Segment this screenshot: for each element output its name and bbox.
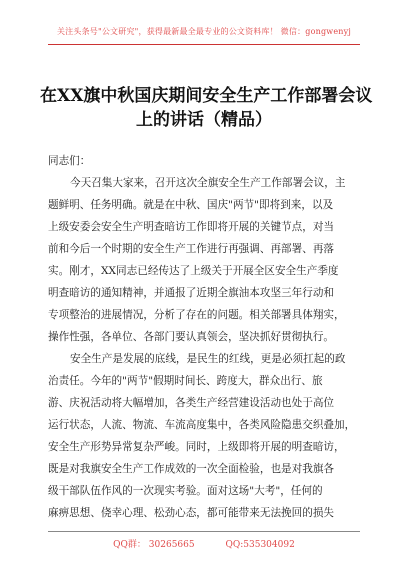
document-body (48, 150, 360, 524)
body-line: 操作性强，各单位、各部门要认真领会，坚决抓好贯彻执行。 (48, 331, 335, 343)
body-line: 专项整治的进展情况，分析了存在的问题。相关部署具体翔实， (48, 309, 345, 321)
body-line: 今天召集大家来，召开这次全旗安全生产工作部署会议，主 (70, 177, 346, 189)
body-line: 安全生产是发展的底线，是民生的红线，更是必须扛起的政 (70, 353, 346, 365)
body-line: 治责任。今年的"两节"假期时间长、跨度大，群众出行、旅 (48, 375, 323, 387)
title-line-2: 上的讲话（精品） (136, 110, 272, 130)
body-line: 安全生产形势异常复杂严峻。同时，上级即将开展的明查暗访， (48, 441, 345, 453)
body-line: 题鲜明、任务明确。就是在中秋、国庆"两节"即将到来，以及 (48, 199, 334, 211)
footer-qq: QQ:535304092 (225, 540, 295, 550)
body-line: 前和今后一个时期的安全生产工作进行再强调、再部署、再落 (48, 243, 335, 255)
body-line: 级干部队伍作风的一次现实考验。面对这场"大考"，任何的 (48, 485, 323, 497)
body-line: 明查暗访的通知精神，并通报了近期全旗油本攻坚三年行动和 (48, 287, 335, 299)
body-line: 既是对我旗安全生产工作成效的一次全面检验，也是对我旗各 (48, 463, 335, 475)
bottom-divider (48, 531, 360, 532)
body-line: 麻痹思想、侥幸心理、松劲心态，都可能带来无法挽回的损失 (48, 507, 335, 519)
top-divider (48, 44, 360, 45)
document-title (40, 84, 373, 132)
body-line: 游、庆祝活动将大幅增加，各类生产经营建设活动也处于高位 (48, 397, 335, 409)
footer (0, 537, 408, 550)
body-line: 同志们： (48, 155, 91, 167)
title-line-1: 在XX旗中秋国庆期间安全生产工作部署会议 (40, 86, 373, 106)
body-line: 运行状态，人流、物流、车流高度集中，各类风险隐患交织叠加， (48, 419, 356, 431)
footer-qq-group: QQ群： 30265665 (113, 540, 195, 550)
top-banner: 关注头条号"公文研究"，获得最新最全最专业的公文资料库！ 微信：gongwenyj (56, 27, 352, 36)
body-line: 上级安委会安全生产明查暗访工作即将开展的关键节点，对当 (48, 221, 335, 233)
body-line: 实。刚才，XX同志已经传达了上级关于开展全区安全生产季度 (48, 265, 339, 277)
